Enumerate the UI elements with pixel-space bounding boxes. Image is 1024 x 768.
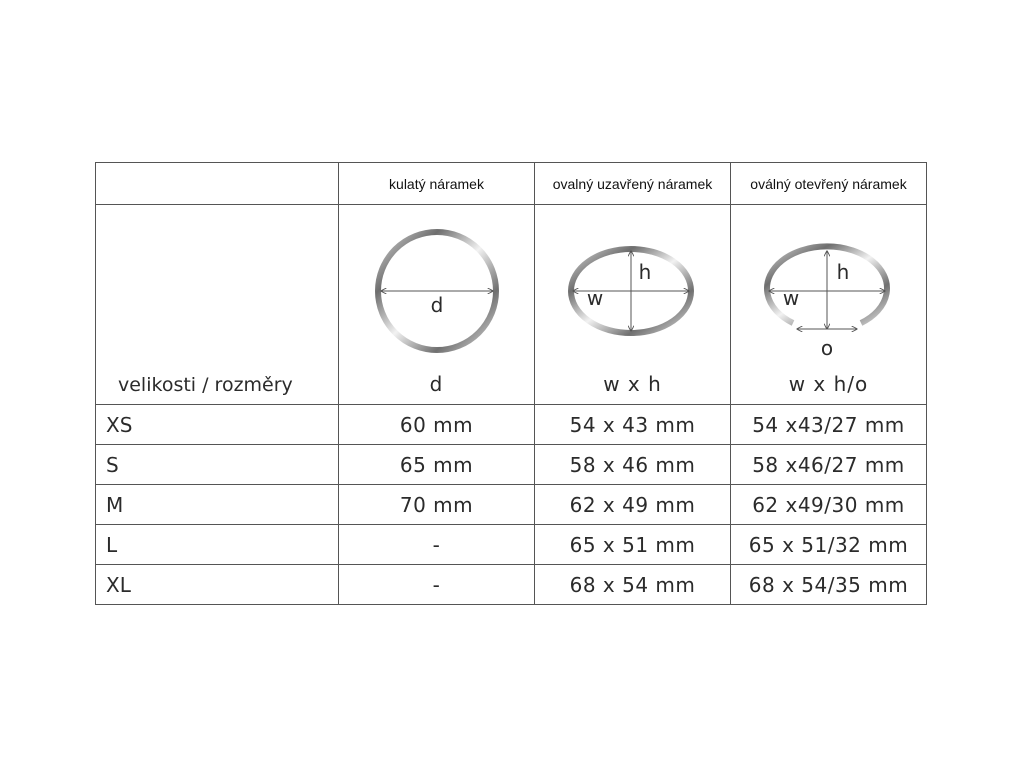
round-diagram-cell (339, 205, 535, 405)
round-value: 70 mm (339, 485, 535, 525)
oval-open-diagram-cell (731, 205, 927, 405)
width-label: w (586, 286, 604, 310)
round-value: 60 mm (339, 405, 535, 445)
sizes-dimensions-label: velikosti / rozměry (118, 374, 293, 396)
size-table (95, 162, 927, 605)
oval-closed-value: 68 x 54 mm (535, 565, 731, 605)
oval-closed-value: 65 x 51 mm (535, 525, 731, 565)
table-row (96, 405, 927, 445)
size-label: L (96, 525, 339, 565)
round-value: - (339, 565, 535, 605)
size-label: M (96, 485, 339, 525)
size-label: S (96, 445, 339, 485)
oval-open-value: 58 x46/27 mm (731, 445, 927, 485)
oval-closed-formula: w x h (603, 372, 662, 396)
height-label: h (638, 260, 652, 284)
diagram-label-cell (96, 205, 339, 405)
oval-open-value: 68 x 54/35 mm (731, 565, 927, 605)
size-label: XL (96, 565, 339, 605)
header-row (96, 163, 927, 205)
oval-open-value: 62 x49/30 mm (731, 485, 927, 525)
table-row (96, 445, 927, 485)
header-empty-cell (96, 163, 339, 205)
table-row (96, 565, 927, 605)
oval-closed-value: 62 x 49 mm (535, 485, 731, 525)
header-oval-closed-bracelet: ovalný uzavřený náramek (535, 163, 731, 205)
round-value: 65 mm (339, 445, 535, 485)
oval-closed-diagram-cell (535, 205, 731, 405)
width-label-open: w (782, 286, 800, 310)
diagram-row (96, 205, 927, 405)
header-oval-open-bracelet: oválný otevřený náramek (731, 163, 927, 205)
oval-open-value: 65 x 51/32 mm (731, 525, 927, 565)
size-label: XS (96, 405, 339, 445)
oval-closed-value: 54 x 43 mm (535, 405, 731, 445)
oval-closed-value: 58 x 46 mm (535, 445, 731, 485)
oval-open-formula: w x h/o (788, 372, 869, 396)
table-row (96, 485, 927, 525)
table-row (96, 525, 927, 565)
diameter-label: d (430, 293, 444, 317)
height-label-open: h (836, 260, 850, 284)
round-formula: d (429, 372, 444, 396)
oval-open-value: 54 x43/27 mm (731, 405, 927, 445)
header-round-bracelet: kulatý náramek (339, 163, 535, 205)
round-value: - (339, 525, 535, 565)
opening-label: o (820, 336, 834, 360)
